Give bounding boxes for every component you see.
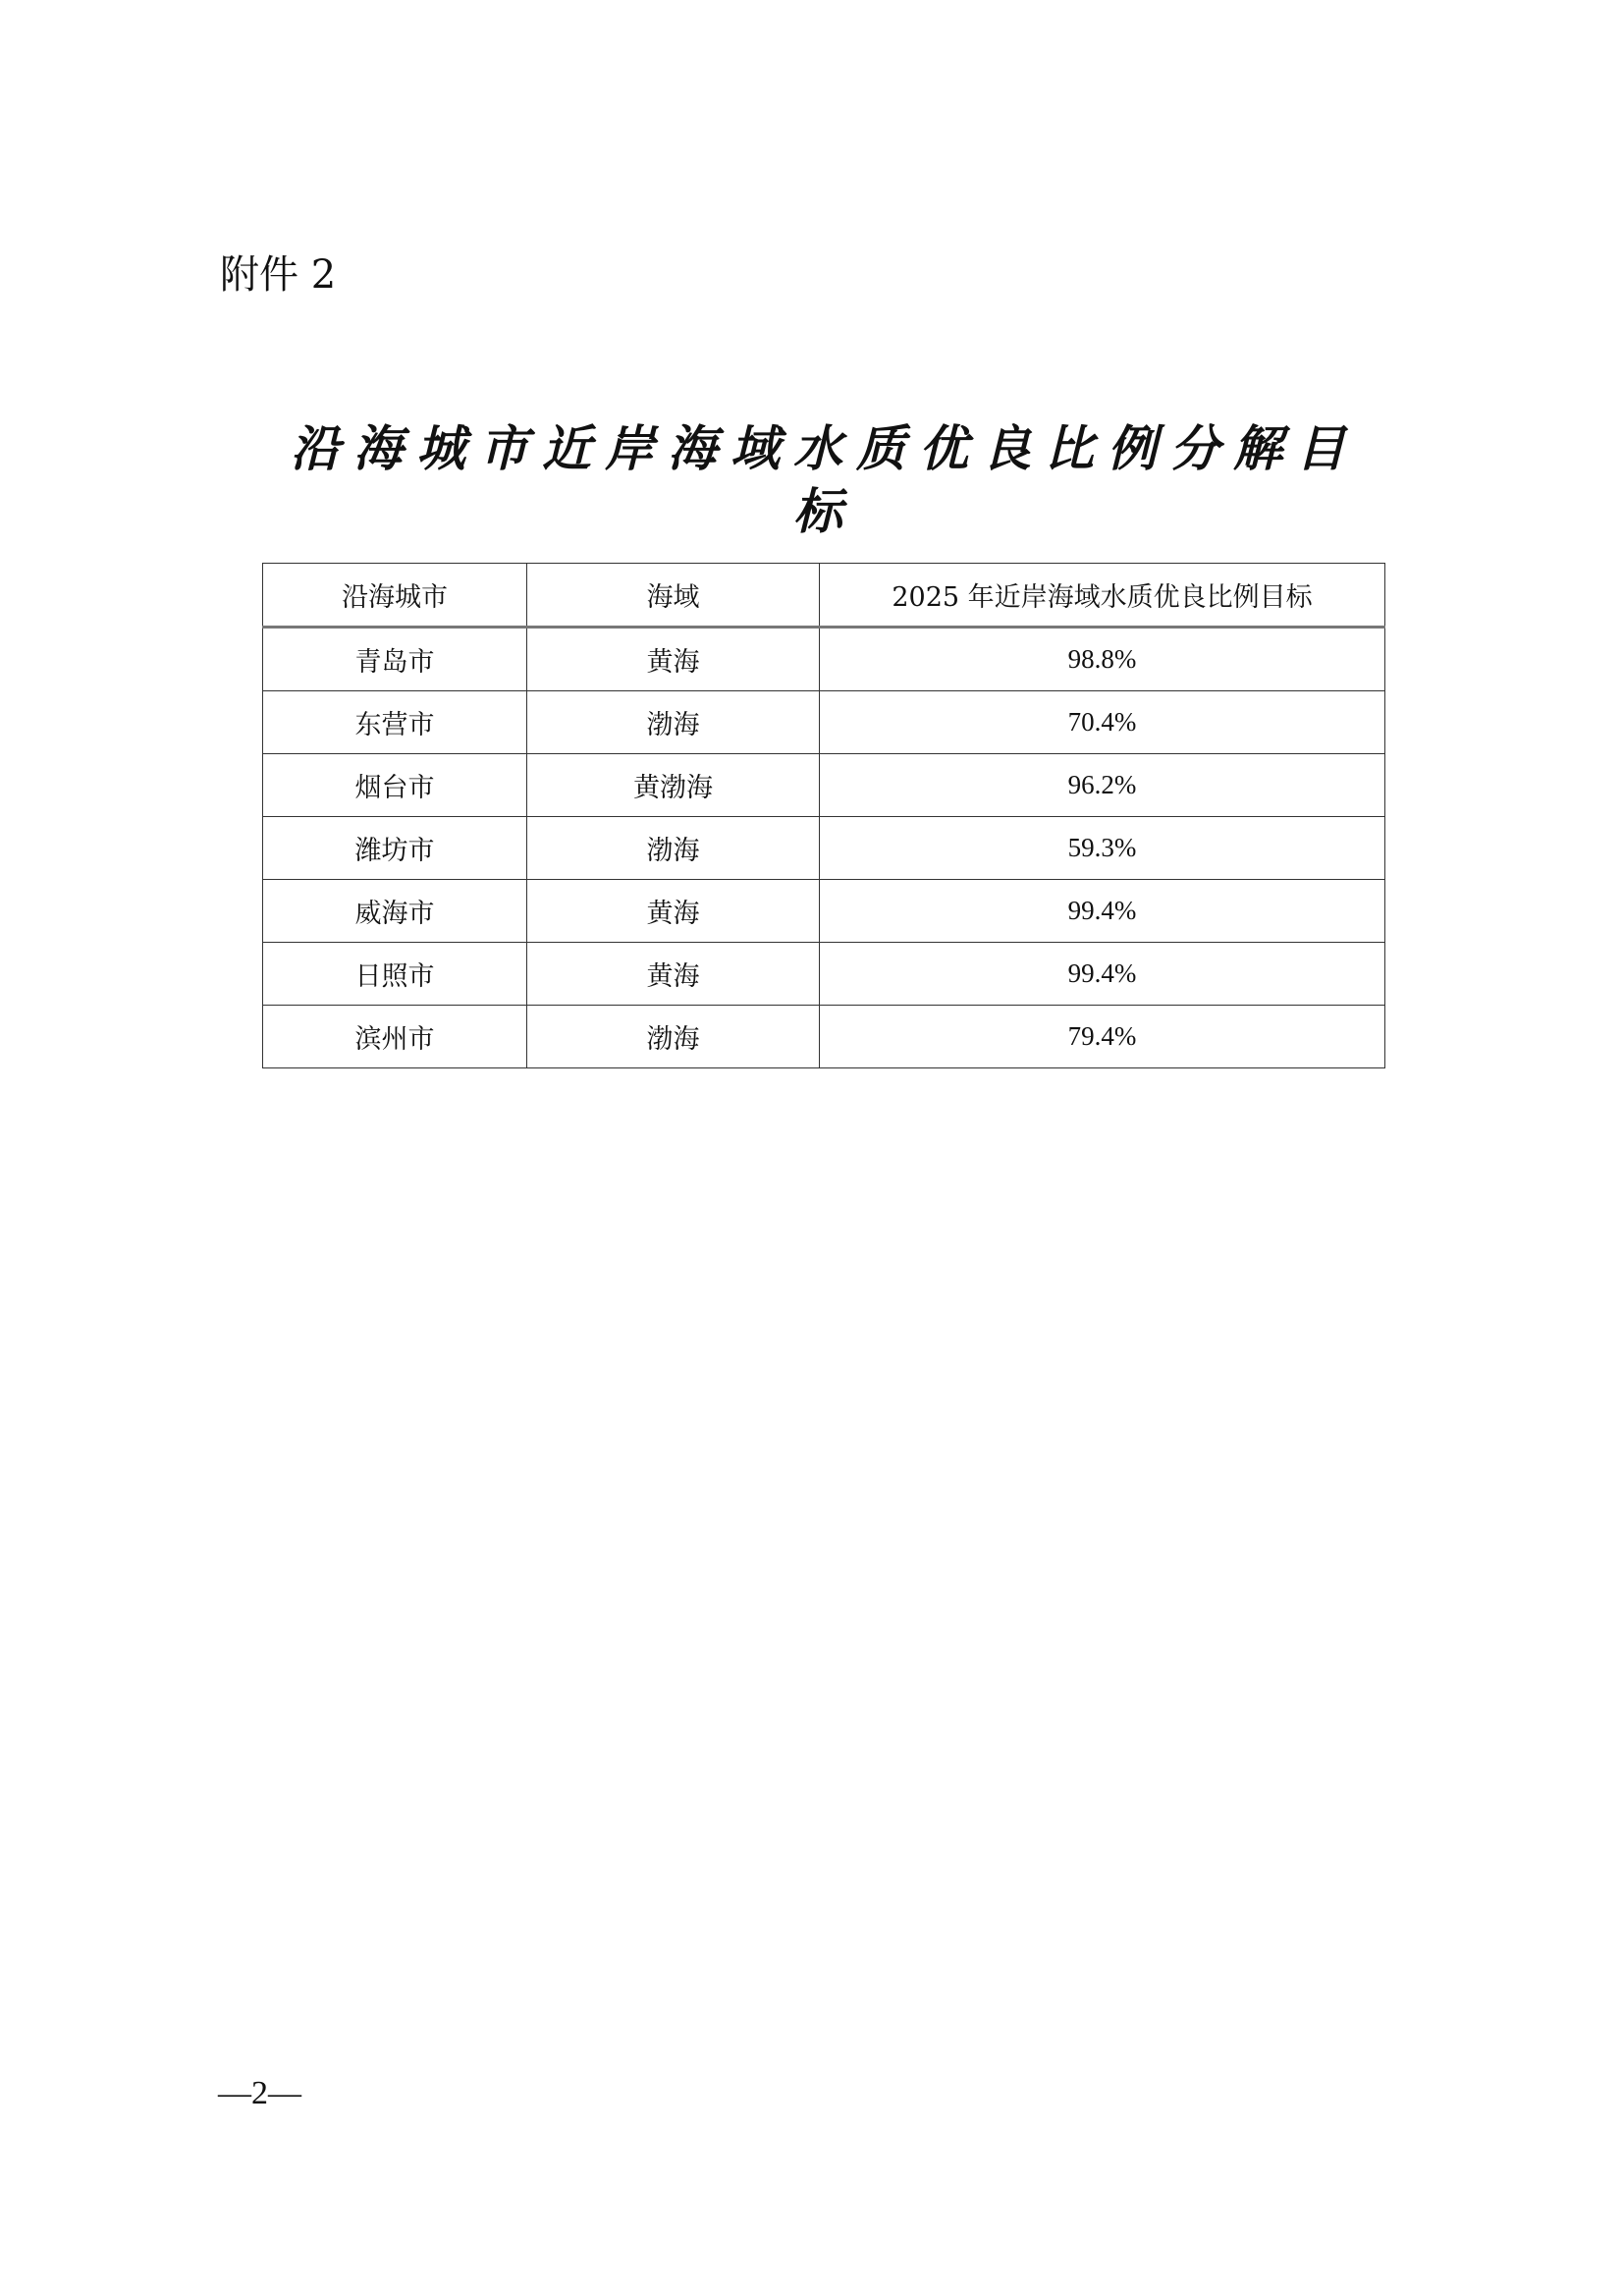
cell-sea-area: 黄渤海 [527, 754, 820, 817]
cell-city: 东营市 [263, 691, 527, 754]
header-sea-area: 海域 [527, 564, 820, 628]
cell-sea-area: 黄海 [527, 880, 820, 943]
cell-city: 日照市 [263, 943, 527, 1006]
table-row [263, 754, 1385, 817]
attachment-label: 附件 2 [220, 252, 337, 298]
cell-sea-area: 黄海 [527, 628, 820, 691]
table-row [263, 691, 1385, 754]
cell-sea-area: 黄海 [527, 943, 820, 1006]
header-target: 2025 年近岸海域水质优良比例目标 [820, 564, 1385, 628]
document-title: 沿海城市近岸海域水质优良比例分解目标 [291, 419, 1359, 540]
cell-target: 59.3% [820, 817, 1385, 880]
cell-sea-area: 渤海 [527, 691, 820, 754]
cell-target: 70.4% [820, 691, 1385, 754]
cell-target: 99.4% [820, 880, 1385, 943]
cell-sea-area: 渤海 [527, 817, 820, 880]
table-row [263, 880, 1385, 943]
table-row [263, 943, 1385, 1006]
table-row [263, 628, 1385, 691]
table-header-row [263, 564, 1385, 628]
page-number: —2— [218, 2075, 301, 2111]
cell-target: 99.4% [820, 943, 1385, 1006]
cell-city: 潍坊市 [263, 817, 527, 880]
header-city: 沿海城市 [263, 564, 527, 628]
cell-city: 滨州市 [263, 1006, 527, 1068]
targets-table [262, 563, 1385, 1068]
cell-city: 烟台市 [263, 754, 527, 817]
cell-sea-area: 渤海 [527, 1006, 820, 1068]
cell-target: 98.8% [820, 628, 1385, 691]
cell-city: 青岛市 [263, 628, 527, 691]
cell-target: 96.2% [820, 754, 1385, 817]
table-row [263, 1006, 1385, 1068]
cell-city: 威海市 [263, 880, 527, 943]
table-row [263, 817, 1385, 880]
cell-target: 79.4% [820, 1006, 1385, 1068]
